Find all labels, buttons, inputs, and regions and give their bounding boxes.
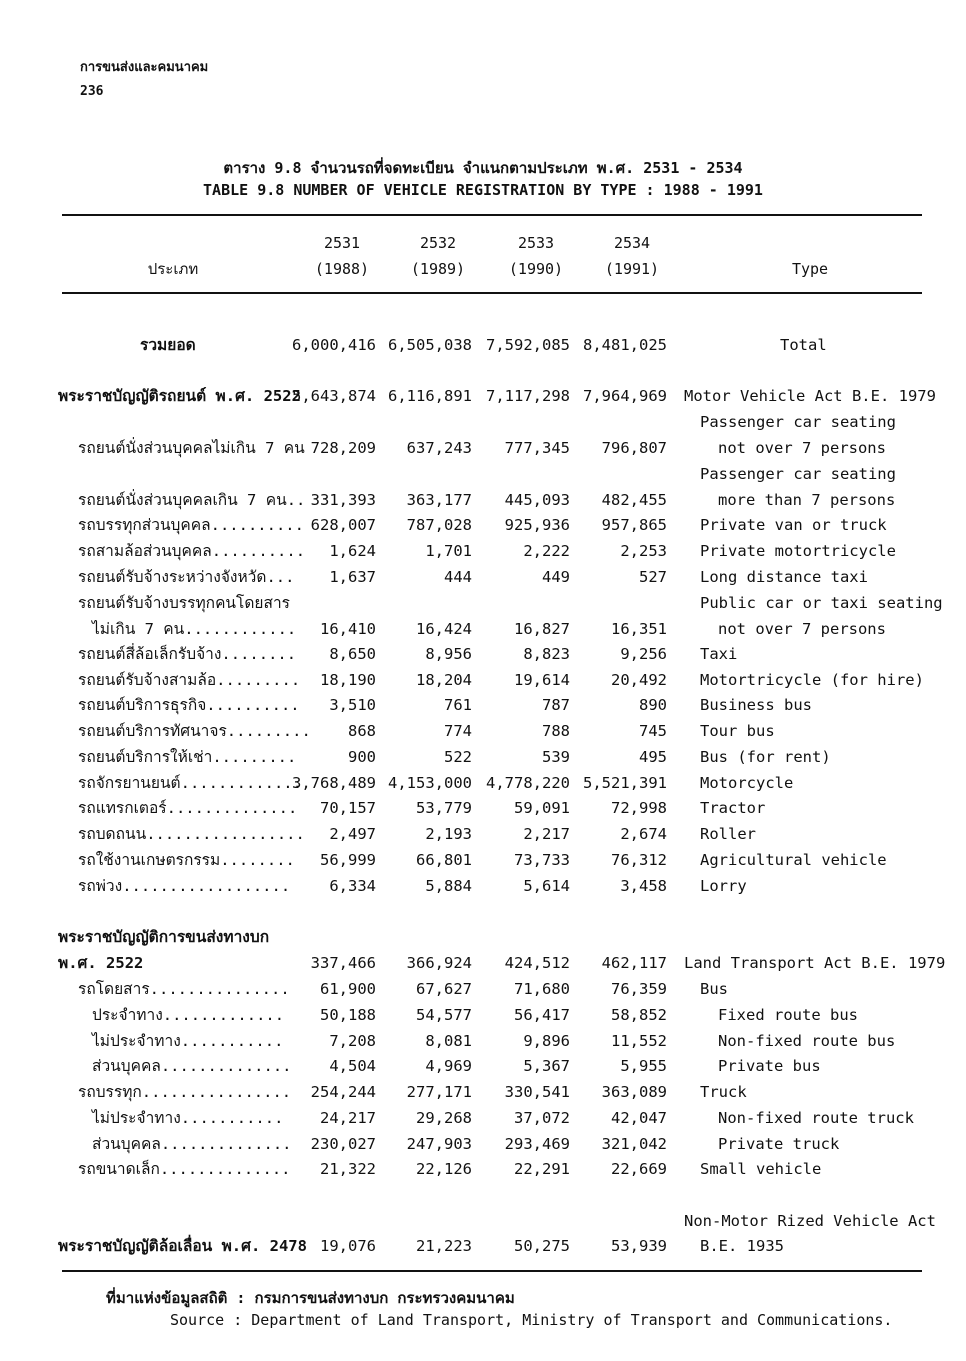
row-label-english: Private truck [718,1135,840,1153]
cell-1988: 18,190 [320,671,376,689]
row-label-thai: รถยนต์รับจ้างระหว่างจังหวัด... [78,568,295,586]
year-ad: (1989) [410,260,466,278]
row-label-thai: รถบรรทุกส่วนบุคคล.......... [78,516,304,534]
cell-1988: 6,334 [329,877,376,895]
cell-1990: 37,072 [514,1109,570,1127]
cell-1989: 54,577 [416,1006,472,1024]
cell-1991: 495 [639,748,667,766]
row-label-thai: ส่วนบุคคล.............. [92,1135,292,1153]
cell-1991: 16,351 [611,620,667,638]
row-label-thai: พ.ศ. 2522 [58,954,144,972]
cell-1990: 73,733 [514,851,570,869]
cell-1988: 900 [348,748,376,766]
cell-1988: 61,900 [320,980,376,998]
top-rule [62,214,922,216]
table-row [0,821,966,847]
cell-1990: 788 [542,722,570,740]
cell-1990: 787 [542,696,570,714]
cell-1988: 50,188 [320,1006,376,1024]
table-row [0,590,966,616]
row-label-english: Bus (for rent) [700,748,831,766]
row-label-thai: ไม่เกิน 7 คน............ [92,620,297,638]
cell-1990: 7,592,085 [486,336,570,354]
year-ad: (1988) [314,260,370,278]
table-row [0,332,966,358]
cell-1991: 9,256 [620,645,667,663]
row-label-thai: รถบดถนน................. [78,825,305,843]
row-label-thai: รถยนต์สี่ล้อเล็กรับจ้าง........ [78,645,297,663]
row-label-thai: รถแทรกเตอร์.............. [78,799,298,817]
row-label-english: Land Transport Act B.E. 1979 [684,954,946,972]
cell-1991: 42,047 [611,1109,667,1127]
row-label-english: Roller [700,825,756,843]
column-header-1988 [300,230,384,282]
row-label-thai: ไม่ประจำทาง........... [92,1109,284,1127]
cell-1991: 72,998 [611,799,667,817]
row-label-english: Motortricycle (for hire) [700,671,924,689]
cell-1991: 58,852 [611,1006,667,1024]
row-label-thai: รถยนต์บริการธุรกิจ.......... [78,696,300,714]
row-label-english: Small vehicle [700,1160,822,1178]
cell-1989: 6,116,891 [388,387,472,405]
row-label-thai: รถยนต์บริการให้เช่า......... [78,748,297,766]
row-label-english: Private motortricycle [700,542,896,560]
table-title-thai: ตาราง 9.8 จำนวนรถที่จดทะเบียน จำแนกตามประเภท พ.ศ. 2531 - 2534 [223,159,743,177]
cell-1988: 5,643,874 [292,387,376,405]
row-label-thai: รถใช้งานเกษตรกรรม........ [78,851,295,869]
cell-1991: 76,312 [611,851,667,869]
cell-1990: 449 [542,568,570,586]
cell-1988: 16,410 [320,620,376,638]
row-label-english: not over 7 persons [718,439,886,457]
cell-1988: 337,466 [310,954,376,972]
table-row [0,409,966,435]
cell-1991: 2,253 [620,542,667,560]
bottom-rule [62,1270,922,1272]
row-label-english: Private bus [718,1057,821,1075]
cell-1990: 4,778,220 [486,774,570,792]
cell-1990: 22,291 [514,1160,570,1178]
row-label-thai: รถจักรยานยนต์............. [78,774,302,792]
cell-1989: 761 [444,696,472,714]
cell-1989: 637,243 [406,439,472,457]
row-label-thai: รถยนต์รับจ้างบรรทุกคนโดยสาร [78,594,290,612]
table-row [0,847,966,873]
row-label-english: Public car or taxi seating [700,594,943,612]
cell-1991: 5,521,391 [583,774,667,792]
cell-1988: 230,027 [310,1135,376,1153]
table-row [0,692,966,718]
cell-1988: 2,497 [329,825,376,843]
row-label-thai: รถยนต์รับจ้างสามล้อ......... [78,671,301,689]
row-label-thai: รถโดยสาร............... [78,980,290,998]
cell-1991: 22,669 [611,1160,667,1178]
cell-1988: 4,504 [329,1057,376,1075]
cell-1991: 8,481,025 [583,336,667,354]
cell-1991: 482,455 [601,491,667,509]
row-label-english: more than 7 persons [718,491,896,509]
table-row [0,1053,966,1079]
row-label-thai: รถยนต์นั่งส่วนบุคคลเกิน 7 คน.. [78,491,306,509]
cell-1990: 424,512 [504,954,570,972]
cell-1988: 7,208 [329,1032,376,1050]
table-row [0,950,966,976]
cell-1988: 56,999 [320,851,376,869]
header-rule [62,292,922,294]
row-label-thai: รถสามล้อส่วนบุคคล.......... [78,542,306,560]
cell-1988: 331,393 [310,491,376,509]
column-header-1991 [590,230,674,282]
row-label-thai: ส่วนบุคคล.............. [92,1057,292,1075]
cell-1991: 20,492 [611,671,667,689]
table-row [0,564,966,590]
row-label-english: Motor Vehicle Act B.E. 1979 [684,387,936,405]
section-header: การขนส่งและคมนาคม [80,60,209,75]
row-label-english: Passenger car seating [700,413,896,431]
cell-1990: 925,936 [504,516,570,534]
table-row [0,641,966,667]
table-row [0,1156,966,1182]
cell-1991: 527 [639,568,667,586]
cell-1991: 957,865 [601,516,667,534]
row-label-english: Tour bus [700,722,775,740]
cell-1990: 5,614 [523,877,570,895]
column-header-thai: ประเภท [147,260,199,278]
row-label-english: Tractor [700,799,766,817]
table-row [0,1028,966,1054]
page-number: 236 [80,84,104,99]
cell-1989: 363,177 [406,491,472,509]
cell-1988: 3,510 [329,696,376,714]
cell-1989: 66,801 [416,851,472,869]
cell-1988: 1,624 [329,542,376,560]
cell-1990: 56,417 [514,1006,570,1024]
cell-1989: 4,969 [425,1057,472,1075]
table-row [0,795,966,821]
row-label-thai: ประจำทาง............. [92,1006,285,1024]
row-label-thai: รถบรรทุก................ [78,1083,292,1101]
cell-1989: 247,903 [406,1135,472,1153]
table-row [0,383,966,409]
cell-1991: 462,117 [601,954,667,972]
cell-1988: 6,000,416 [292,336,376,354]
cell-1991: 11,552 [611,1032,667,1050]
year-ad: (1991) [604,260,660,278]
cell-1990: 7,117,298 [486,387,570,405]
row-label-thai: พระราชบัญญัติรถยนต์ พ.ศ. 2522 [58,387,301,405]
cell-1988: 868 [348,722,376,740]
cell-1991: 3,458 [620,877,667,895]
cell-1990: 9,896 [523,1032,570,1050]
row-label-thai: ไม่ประจำทาง........... [92,1032,284,1050]
row-label-english: Non-fixed route bus [718,1032,896,1050]
cell-1991: 796,807 [601,439,667,457]
cell-1989: 1,701 [425,542,472,560]
row-label-english: Agricultural vehicle [700,851,887,869]
row-label-thai: พระราชบัญญัติล้อเลื่อน พ.ศ. 2478 [58,1237,307,1255]
cell-1991: 363,089 [601,1083,667,1101]
row-label-english: Private van or truck [700,516,887,534]
cell-1991: 53,939 [611,1237,667,1255]
cell-1991: 5,955 [620,1057,667,1075]
column-header-1990 [494,230,578,282]
table-row [0,1079,966,1105]
row-label-english: Taxi [700,645,738,663]
row-label-english: Non-fixed route truck [718,1109,914,1127]
cell-1989: 366,924 [406,954,472,972]
cell-1988: 1,637 [329,568,376,586]
cell-1990: 8,823 [523,645,570,663]
cell-1988: 628,007 [310,516,376,534]
table-row [0,512,966,538]
cell-1988: 3,768,489 [292,774,376,792]
cell-1989: 6,505,038 [388,336,472,354]
cell-1990: 19,614 [514,671,570,689]
row-label-thai: พระราชบัญญัติการขนส่งทางบก [58,928,270,946]
cell-1991: 890 [639,696,667,714]
table-row [0,770,966,796]
row-label-thai: รถยนต์นั่งส่วนบุคคลไม่เกิน 7 คน [78,439,305,457]
year-be: 2531 [323,234,361,252]
cell-1989: 21,223 [416,1237,472,1255]
cell-1989: 8,081 [425,1032,472,1050]
row-label-english: Long distance taxi [700,568,868,586]
cell-1988: 8,650 [329,645,376,663]
table-row [0,487,966,513]
cell-1991: 7,964,969 [583,387,667,405]
column-header-1989 [396,230,480,282]
cell-1990: 50,275 [514,1237,570,1255]
year-ad: (1990) [508,260,564,278]
cell-1990: 71,680 [514,980,570,998]
row-label-thai: รถพ่วง.................. [78,877,291,895]
row-label-english: Bus [700,980,728,998]
cell-1989: 277,171 [406,1083,472,1101]
row-label-english: Truck [700,1083,747,1101]
cell-1990: 445,093 [504,491,570,509]
source-english: Source : Department of Land Transport, Ministry of Transport and Communications. [170,1311,893,1329]
row-label-english: Total [780,336,827,354]
cell-1989: 444 [444,568,472,586]
cell-1989: 774 [444,722,472,740]
cell-1989: 787,028 [406,516,472,534]
cell-1991: 2,674 [620,825,667,843]
cell-1991: 321,042 [601,1135,667,1153]
cell-1990: 2,217 [523,825,570,843]
cell-1988: 70,157 [320,799,376,817]
row-label-english: Non-Motor Rized Vehicle Act [684,1212,936,1230]
cell-1990: 293,469 [504,1135,570,1153]
cell-1988: 24,217 [320,1109,376,1127]
row-label-thai: รถยนต์บริการทัศนาจร......... [78,722,311,740]
cell-1988: 19,076 [320,1237,376,1255]
source-thai: ที่มาแห่งข้อมูลสถิติ : กรมการขนส่งทางบก กระทรวงคมนาคม [106,1289,515,1307]
table-row [0,616,966,642]
year-be: 2533 [517,234,555,252]
table-row [0,873,966,899]
cell-1988: 728,209 [310,439,376,457]
cell-1988: 254,244 [310,1083,376,1101]
table-row [0,1105,966,1131]
row-label-english: not over 7 persons [718,620,886,638]
row-label-english: Lorry [700,877,747,895]
table-row [0,718,966,744]
cell-1989: 5,884 [425,877,472,895]
table-row [0,667,966,693]
cell-1990: 16,827 [514,620,570,638]
row-label-english: B.E. 1935 [700,1237,784,1255]
table-row [0,435,966,461]
cell-1989: 4,153,000 [388,774,472,792]
year-be: 2532 [419,234,457,252]
cell-1990: 777,345 [504,439,570,457]
cell-1989: 22,126 [416,1160,472,1178]
cell-1989: 2,193 [425,825,472,843]
table-row [0,976,966,1002]
row-label-english: Passenger car seating [700,465,896,483]
cell-1991: 745 [639,722,667,740]
column-header-english: Type [791,260,829,278]
row-label-english: Motorcycle [700,774,794,792]
table-row [0,1002,966,1028]
table-row [0,1233,966,1259]
table-row [0,924,966,950]
cell-1989: 16,424 [416,620,472,638]
cell-1989: 53,779 [416,799,472,817]
cell-1989: 29,268 [416,1109,472,1127]
year-be: 2534 [613,234,651,252]
cell-1988: 21,322 [320,1160,376,1178]
table-row [0,1131,966,1157]
cell-1989: 67,627 [416,980,472,998]
cell-1989: 18,204 [416,671,472,689]
table-row [0,744,966,770]
cell-1990: 2,222 [523,542,570,560]
cell-1990: 330,541 [504,1083,570,1101]
table-row [0,461,966,487]
cell-1989: 522 [444,748,472,766]
table-title-english: TABLE 9.8 NUMBER OF VEHICLE REGISTRATION BY TYPE : 1988 - 1991 [203,181,763,199]
table-row [0,538,966,564]
cell-1990: 59,091 [514,799,570,817]
cell-1989: 8,956 [425,645,472,663]
cell-1990: 539 [542,748,570,766]
cell-1991: 76,359 [611,980,667,998]
row-label-thai: รถขนาดเล็ก.............. [78,1160,291,1178]
row-label-thai: รวมยอด [140,336,196,354]
row-label-english: Fixed route bus [718,1006,858,1024]
table-row [0,1208,966,1234]
row-label-english: Business bus [700,696,812,714]
cell-1990: 5,367 [523,1057,570,1075]
